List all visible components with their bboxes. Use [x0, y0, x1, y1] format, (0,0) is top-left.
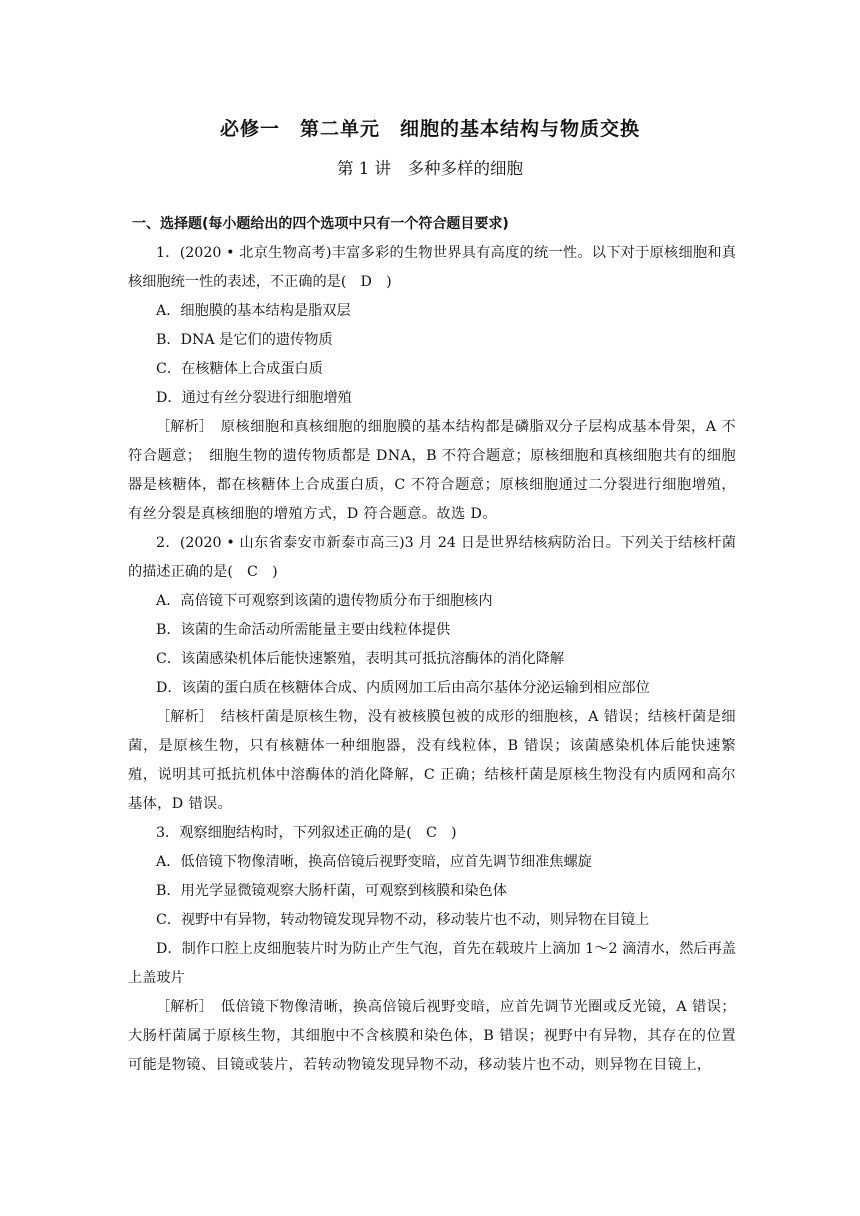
question-stem: 2．(2020 • 山东省泰安市新泰市高三)3 月 24 日是世界结核病防治日。下列关于结核杆菌的描述正确的是( C )	[128, 535, 736, 580]
option-a: A．低倍镜下物像清晰，换高倍镜后视野变暗，应首先调节细准焦螺旋	[156, 854, 592, 870]
analysis-paragraph	[128, 413, 736, 529]
option-a: A．细胞膜的基本结构是脂双层	[156, 303, 351, 319]
analysis-paragraph	[128, 703, 736, 819]
option-c: C．视野中有异物，转动物镜发现异物不动，移动装片也不动，则异物在目镜上	[156, 912, 650, 928]
question-stem: 1．(2020 • 北京生物高考)丰富多彩的生物世界具有高度的统一性。以下对于原核细胞和真核细胞统一性的表述，不正确的是( D )	[128, 245, 736, 290]
analysis-text: 原核细胞和真核细胞的细胞膜的基本结构都是磷脂双分子层构成基本骨架，A 不符合题意； 细胞生物的遗传物质都是 DNA，B 不符合题意；原核细胞和真核细胞共有的细胞器是核糖体，都在核糖体上合成蛋白质，C 不符合题意；原核细胞通过二分裂进行细胞增殖，有丝分裂是真核细胞的增殖方式，D 符合题意。故选 D。	[128, 419, 736, 522]
option-d: D．制作口腔上皮细胞装片时为防止产生气泡，首先在载玻片上滴加 1～2 滴清水，然后再盖上盖玻片	[128, 941, 736, 986]
option-d: D．该菌的蛋白质在核糖体合成、内质网加工后由高尔基体分泌运输到相应部位	[156, 680, 650, 696]
document-title: 必修一 第二单元 细胞的基本结构与物质交换	[219, 118, 640, 140]
question-2	[128, 529, 736, 819]
option-c: C．该菌感染机体后能快速繁殖，表明其可抵抗溶酶体的消化降解	[156, 651, 565, 667]
analysis-paragraph	[128, 993, 736, 1080]
document-body	[128, 210, 736, 1080]
analysis-text: 低倍镜下物像清晰，换高倍镜后视野变暗，应首先调节光圈或反光镜，A 错误；大肠杆菌属于原核生物，其细胞中不含核膜和染色体，B 错误；视野中有异物，其存在的位置可能是物镜、目镜或装片，若转动物镜发现异物不动，移动装片也不动，则异物在目镜上，	[128, 999, 736, 1073]
question-3	[128, 819, 736, 1080]
option-c: C．在核糖体上合成蛋白质	[156, 361, 323, 377]
analysis-label: ［解析］	[156, 419, 207, 435]
analysis-label: ［解析］	[156, 709, 207, 725]
section-heading: 一、选择题(每小题给出的四个选项中只有一个符合题目要求)	[132, 216, 509, 232]
question-stem: 3．观察细胞结构时，下列叙述正确的是( C )	[156, 825, 457, 841]
option-b: B．DNA 是它们的遗传物质	[156, 332, 333, 348]
option-d: D．通过有丝分裂进行细胞增殖	[156, 390, 352, 406]
analysis-label: ［解析］	[156, 999, 207, 1015]
lesson-subtitle: 第 1 讲 多种多样的细胞	[337, 159, 523, 178]
option-b: B．该菌的生命活动所需能量主要由线粒体提供	[156, 622, 451, 638]
option-b: B．用光学显微镜观察大肠杆菌，可观察到核膜和染色体	[156, 883, 507, 899]
analysis-text: 结核杆菌是原核生物，没有被核膜包被的成形的细胞核，A 错误；结核杆菌是细菌，是原核生物，只有核糖体一种细胞器，没有线粒体，B 错误；该菌感染机体后能快速繁殖，说明其可抵抗机体中溶酶体的消化降解，C 正确；结核杆菌是原核生物没有内质网和高尔基体，D 错误。	[128, 709, 736, 812]
question-1	[128, 239, 736, 529]
option-a: A．高倍镜下可观察到该菌的遗传物质分布于细胞核内	[156, 593, 493, 609]
